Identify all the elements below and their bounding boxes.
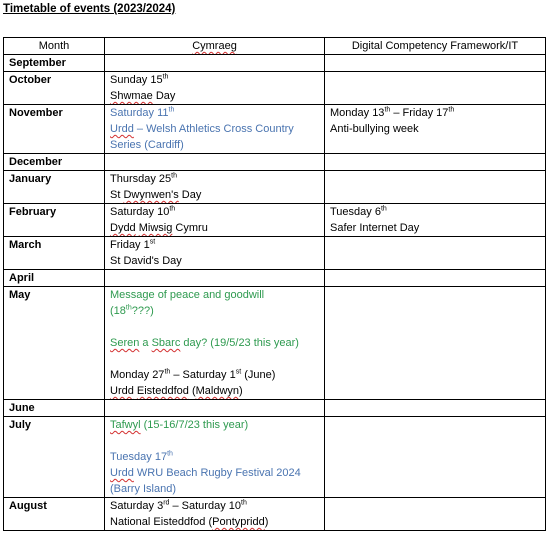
cymraeg-cell xyxy=(105,287,325,400)
table-row xyxy=(4,204,546,237)
text-fragment: Eisteddfod xyxy=(136,385,189,397)
text-fragment: Cymru xyxy=(172,222,208,234)
text-fragment: Sunday 15 xyxy=(110,74,163,86)
empty-line xyxy=(110,154,319,170)
dcf-cell xyxy=(325,417,546,498)
table-row xyxy=(4,287,546,400)
empty-line xyxy=(330,237,540,253)
cymraeg-line xyxy=(110,303,319,319)
empty-line xyxy=(330,154,540,170)
text-fragment: Urdd xyxy=(110,123,134,135)
ordinal-suffix: th xyxy=(164,368,171,376)
events-timetable xyxy=(3,37,546,531)
text-fragment: – Saturday 1 xyxy=(170,369,236,381)
header-cymraeg xyxy=(105,38,325,55)
dcf-cell xyxy=(325,498,546,531)
ordinal-suffix: rd xyxy=(163,499,170,507)
text-fragment: Monday 27 xyxy=(110,369,165,381)
empty-line xyxy=(330,72,540,88)
text-fragment: Urdd xyxy=(110,385,134,397)
dcf-line xyxy=(330,105,540,121)
cymraeg-cell xyxy=(105,270,325,287)
dcf-cell xyxy=(325,171,546,204)
ordinal-suffix: th xyxy=(241,499,247,507)
cymraeg-line xyxy=(110,187,319,203)
text-fragment: a xyxy=(139,337,152,349)
dcf-cell xyxy=(325,287,546,400)
ordinal-suffix: th xyxy=(169,205,176,213)
ordinal-suffix: th xyxy=(162,73,169,81)
table-row xyxy=(4,498,546,531)
text-fragment: Seren xyxy=(110,337,140,349)
text-fragment: (15-16/7/23 this year) xyxy=(140,419,249,431)
text-fragment: Pontypridd xyxy=(212,516,265,528)
cymraeg-line xyxy=(110,498,319,514)
cymraeg-line xyxy=(110,481,319,497)
month-cell: February xyxy=(4,204,105,237)
cymraeg-cell xyxy=(105,237,325,270)
month-cell: June xyxy=(4,400,105,417)
table-row xyxy=(4,72,546,105)
cymraeg-cell xyxy=(105,204,325,237)
text-fragment: ) xyxy=(239,385,243,397)
header-cymraeg-label: Cymraeg xyxy=(192,40,237,52)
cymraeg-line xyxy=(110,220,319,236)
cymraeg-cell xyxy=(105,55,325,72)
text-fragment: Shwmae xyxy=(110,90,153,102)
cymraeg-line xyxy=(110,171,319,187)
ordinal-suffix: th xyxy=(125,304,132,312)
month-cell: July xyxy=(4,417,105,498)
month-cell: May xyxy=(4,287,105,400)
text-fragment: Message of peace and goodwill xyxy=(110,289,265,301)
dcf-cell xyxy=(325,237,546,270)
cymraeg-line xyxy=(110,433,319,449)
dcf-cell xyxy=(325,204,546,237)
text-fragment: day? (19/5/23 this year) xyxy=(180,337,299,349)
ordinal-suffix: th xyxy=(380,205,387,213)
dcf-cell xyxy=(325,55,546,72)
text-fragment: Friday 1 xyxy=(110,239,150,251)
empty-line xyxy=(330,498,540,514)
cymraeg-line xyxy=(110,367,319,383)
empty-line xyxy=(330,417,540,433)
text-fragment: – Saturday 10 xyxy=(169,500,241,512)
text-fragment: ) xyxy=(264,516,269,528)
cymraeg-line xyxy=(110,105,319,121)
dcf-line xyxy=(330,121,540,137)
header-dcf: Digital Competency Framework/IT xyxy=(325,38,546,55)
cymraeg-line xyxy=(110,88,319,104)
cymraeg-line xyxy=(110,514,319,530)
ordinal-suffix: st xyxy=(235,368,242,376)
table-row xyxy=(4,270,546,287)
table-header-row xyxy=(4,38,546,55)
cymraeg-line xyxy=(110,204,319,220)
cymraeg-line xyxy=(110,449,319,465)
table-row xyxy=(4,105,546,154)
text-fragment: (Barry Island) xyxy=(110,483,177,495)
month-cell: September xyxy=(4,55,105,72)
cymraeg-cell xyxy=(105,400,325,417)
text-fragment: – Welsh Athletics Cross Country xyxy=(133,123,294,135)
cymraeg-line xyxy=(110,121,319,137)
dcf-cell xyxy=(325,154,546,171)
empty-line xyxy=(330,287,540,303)
cymraeg-cell xyxy=(105,105,325,154)
dcf-cell xyxy=(325,400,546,417)
text-fragment: Day xyxy=(152,90,176,102)
text-fragment: Dwynwen's xyxy=(123,189,179,201)
text-fragment: – Friday 17 xyxy=(390,107,449,119)
cymraeg-cell xyxy=(105,171,325,204)
text-fragment: National Eisteddfod ( xyxy=(110,516,213,528)
text-fragment: Tafwyl xyxy=(110,419,141,431)
text-fragment: Urdd xyxy=(110,467,134,479)
dcf-line xyxy=(330,220,540,236)
text-fragment: ???) xyxy=(131,305,154,317)
text-fragment: WRU Beach Rugby Festival 2024 xyxy=(133,467,301,479)
dcf-line xyxy=(330,204,540,220)
text-fragment: Tuesday 17 xyxy=(110,451,168,463)
text-fragment: St xyxy=(110,189,124,201)
cymraeg-line xyxy=(110,417,319,433)
empty-line xyxy=(110,400,319,416)
cymraeg-line xyxy=(110,237,319,253)
cymraeg-line xyxy=(110,137,319,153)
header-month: Month xyxy=(4,38,105,55)
text-fragment: Tuesday 6 xyxy=(330,206,381,218)
text-fragment: Dydd xyxy=(110,222,136,234)
cymraeg-line xyxy=(110,72,319,88)
text-fragment: (June) xyxy=(241,369,276,381)
dcf-cell xyxy=(325,72,546,105)
cymraeg-cell xyxy=(105,154,325,171)
text-fragment: Sbarc xyxy=(151,337,181,349)
cymraeg-line xyxy=(110,253,319,269)
cymraeg-cell xyxy=(105,498,325,531)
month-cell: March xyxy=(4,237,105,270)
text-fragment: Miwsig xyxy=(138,222,173,234)
cymraeg-line xyxy=(110,351,319,367)
text-fragment: Saturday 3 xyxy=(110,500,164,512)
cymraeg-cell xyxy=(105,72,325,105)
cymraeg-line xyxy=(110,287,319,303)
month-cell: October xyxy=(4,72,105,105)
ordinal-suffix: th xyxy=(384,106,391,114)
cymraeg-line xyxy=(110,383,319,399)
month-cell: August xyxy=(4,498,105,531)
empty-line xyxy=(330,171,540,187)
text-fragment: St David's Day xyxy=(110,255,182,267)
ordinal-suffix: th xyxy=(448,106,455,114)
empty-line xyxy=(330,270,540,286)
ordinal-suffix: th xyxy=(168,106,175,114)
empty-line xyxy=(110,270,319,286)
cymraeg-line xyxy=(110,465,319,481)
text-fragment: Maldwyn xyxy=(195,385,240,397)
table-row xyxy=(4,171,546,204)
dcf-cell xyxy=(325,270,546,287)
empty-line xyxy=(330,400,540,416)
ordinal-suffix: th xyxy=(167,450,173,458)
table-row xyxy=(4,400,546,417)
text-fragment: Safer Internet Day xyxy=(330,222,420,234)
month-cell: December xyxy=(4,154,105,171)
table-row xyxy=(4,237,546,270)
text-fragment: (18 xyxy=(110,305,126,317)
dcf-cell xyxy=(325,105,546,154)
empty-line xyxy=(330,55,540,71)
text-fragment: Anti-bullying week xyxy=(330,123,419,135)
document-title: Timetable of events (2023/2024) xyxy=(3,3,176,15)
cymraeg-cell xyxy=(105,417,325,498)
table-row xyxy=(4,154,546,171)
month-cell: November xyxy=(4,105,105,154)
ordinal-suffix: th xyxy=(171,172,177,180)
text-fragment: ( xyxy=(188,385,196,397)
table-row xyxy=(4,55,546,72)
text-fragment: Saturday 11 xyxy=(110,107,169,119)
text-fragment: Monday 13 xyxy=(330,107,385,119)
text-fragment: Thursday 25 xyxy=(110,173,172,185)
text-fragment: Day xyxy=(178,189,202,201)
text-fragment: Saturday 10 xyxy=(110,206,170,218)
text-fragment: Series (Cardiff) xyxy=(110,139,184,151)
ordinal-suffix: st xyxy=(149,238,156,246)
cymraeg-line xyxy=(110,319,319,335)
cymraeg-line xyxy=(110,335,319,351)
table-row xyxy=(4,417,546,498)
empty-line xyxy=(110,55,319,71)
month-cell: April xyxy=(4,270,105,287)
month-cell: January xyxy=(4,171,105,204)
